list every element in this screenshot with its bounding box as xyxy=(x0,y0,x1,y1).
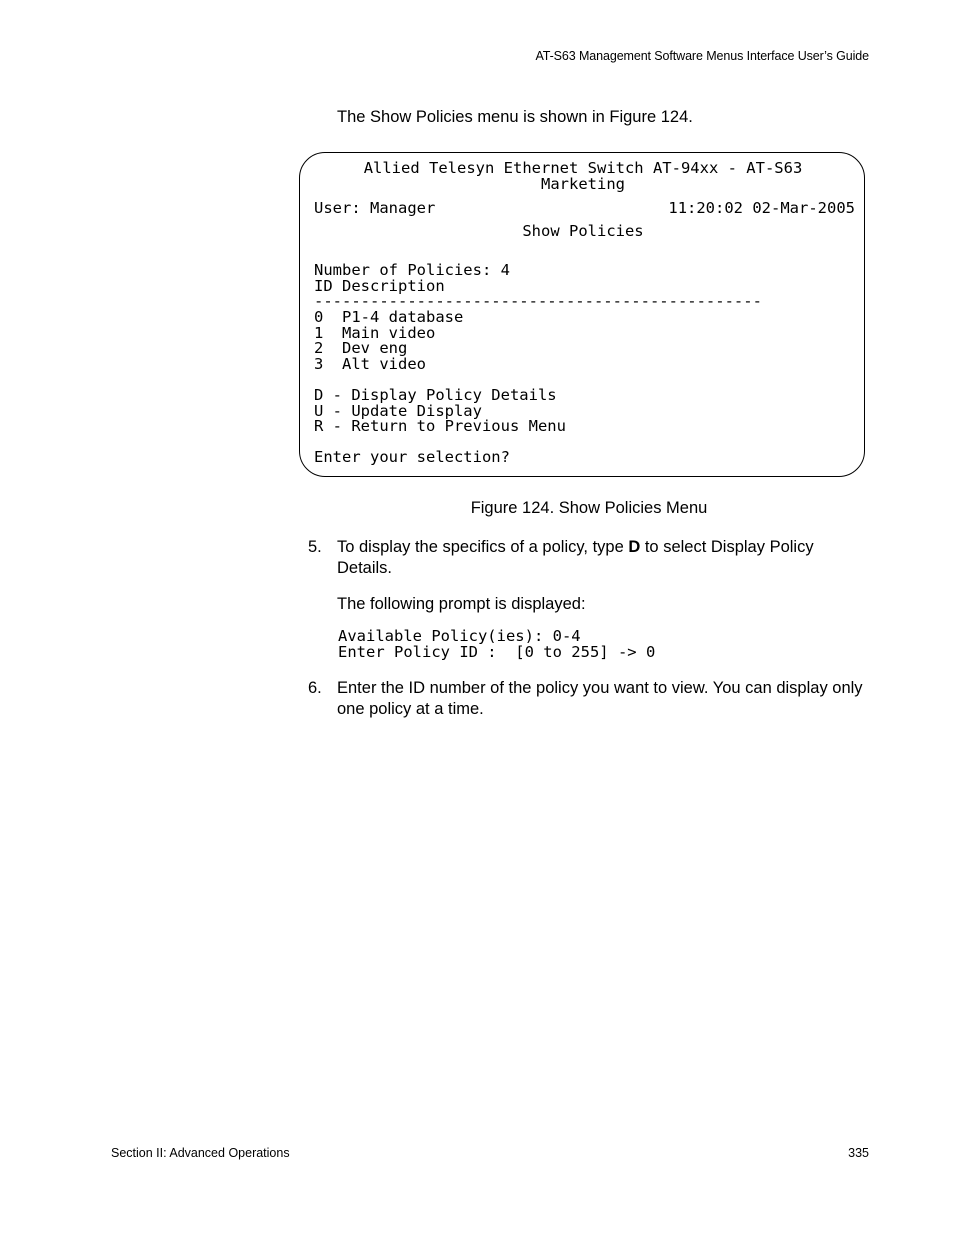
page-number: 335 xyxy=(848,1146,869,1160)
following-prompt-text: The following prompt is displayed: xyxy=(337,595,586,613)
code-line-available: Available Policy(ies): 0-4 xyxy=(338,627,581,645)
terminal-subtitle: Marketing xyxy=(541,175,625,193)
terminal-divider: ------------------------------------------------ xyxy=(314,292,762,310)
terminal-policy-count: Number of Policies: 4 xyxy=(314,261,510,279)
code-line-enter-id: Enter Policy ID : [0 to 255] -> 0 xyxy=(338,643,656,661)
step-5 xyxy=(308,537,868,578)
terminal-screen xyxy=(299,152,865,477)
policy-row: 3 Alt video xyxy=(314,355,426,373)
policy-row: 2 Dev eng xyxy=(314,339,408,357)
footer-section: Section II: Advanced Operations xyxy=(111,1146,290,1160)
step-number: 6. xyxy=(308,679,322,697)
key-letter: D xyxy=(628,538,641,556)
menu-option-update: U - Update Display xyxy=(314,402,482,420)
policy-row: 0 P1-4 database xyxy=(314,308,464,326)
step-text: To display the specifics of a policy, type D to select Display Policy Details. xyxy=(337,538,814,577)
terminal-datetime: 11:20:02 02-Mar-2005 xyxy=(668,199,855,217)
step-text: Enter the ID number of the policy you want to view. You can display only one policy at a time. xyxy=(337,679,863,718)
terminal-menu-title: Show Policies xyxy=(522,222,644,240)
running-header: AT-S63 Management Software Menus Interface User’s Guide xyxy=(535,49,869,63)
step-number: 5. xyxy=(308,538,322,556)
terminal-user: User: Manager xyxy=(314,199,436,217)
figure-caption: Figure 124. Show Policies Menu xyxy=(470,499,708,517)
menu-option-display: D - Display Policy Details xyxy=(314,386,557,404)
terminal-column-header: ID Description xyxy=(314,277,445,295)
policy-row: 1 Main video xyxy=(314,324,436,342)
step-6 xyxy=(308,678,868,719)
intro-paragraph: The Show Policies menu is shown in Figure 124. xyxy=(337,108,693,126)
menu-option-return: R - Return to Previous Menu xyxy=(314,417,566,435)
terminal-prompt: Enter your selection? xyxy=(314,448,510,466)
terminal-title: Allied Telesyn Ethernet Switch AT-94xx - AT-S63 xyxy=(363,159,803,177)
